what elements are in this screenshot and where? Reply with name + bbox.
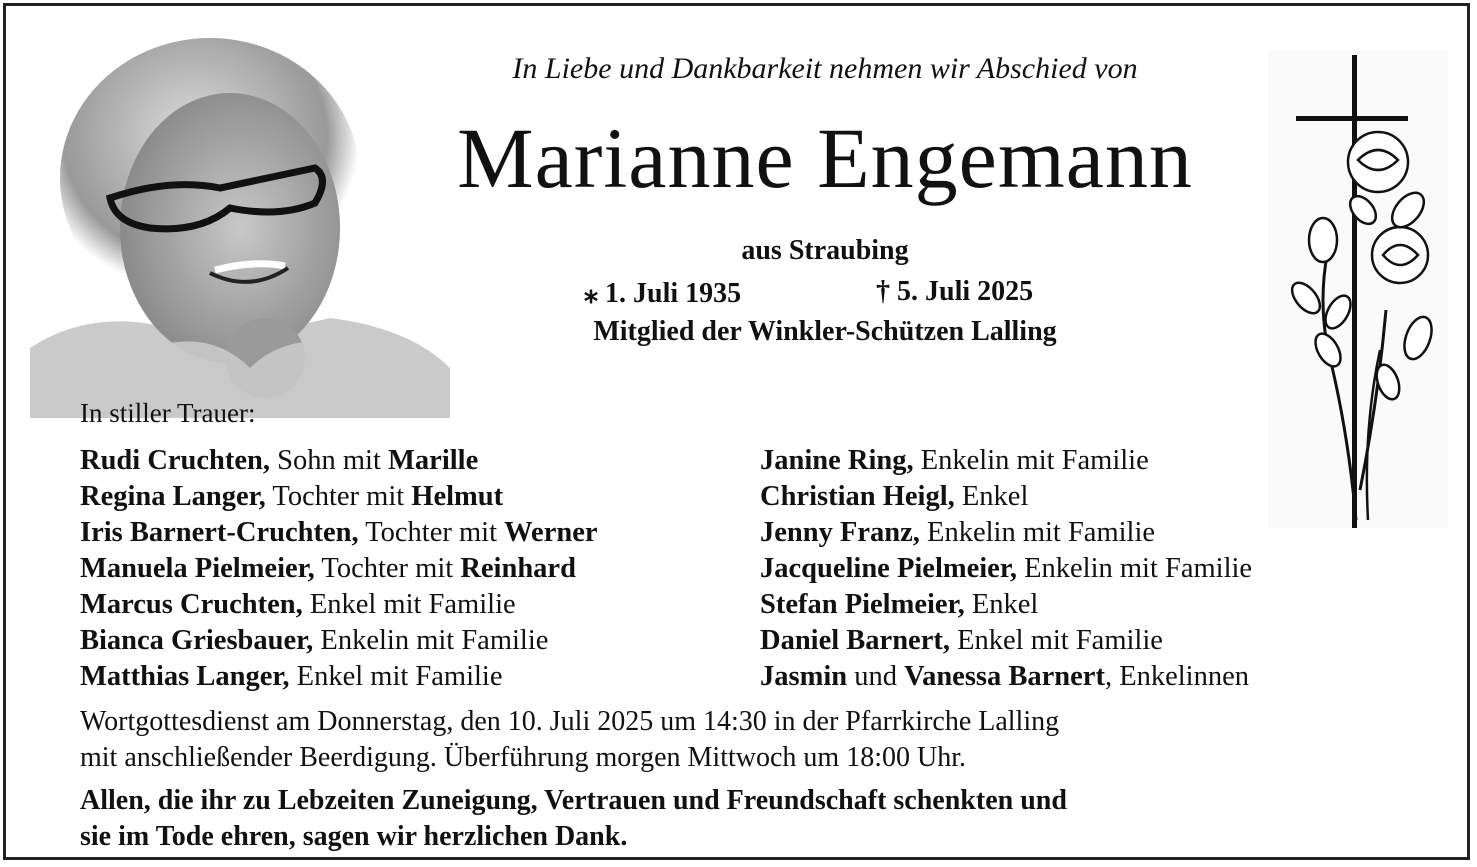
mourner-entry: Marcus Cruchten, Enkel mit Familie (80, 589, 516, 620)
death-date: † 5. Juli 2025 (876, 276, 1034, 307)
mourner-entry: Stefan Pielmeier, Enkel (760, 589, 1039, 620)
service-info (80, 704, 1059, 776)
life-dates (560, 276, 1090, 310)
mourner-entry: Jacqueline Pielmeier, Enkelin mit Familie (760, 553, 1253, 584)
mourner-entry: Bianca Griesbauer, Enkelin mit Familie (80, 625, 549, 656)
mourner-entry: Jenny Franz, Enkelin mit Familie (760, 517, 1156, 548)
mourner-entry: Rudi Cruchten, Sohn mit Marille (80, 445, 479, 476)
mourners-list-right (760, 443, 1252, 695)
thanks-line: Allen, die ihr zu Lebzeiten Zuneigung, Vertrauen und Freundschaft schenkten und (80, 785, 1067, 816)
intro-line: In Liebe und Dankbarkeit nehmen wir Abschied von (512, 52, 1138, 85)
portrait-photo (30, 28, 450, 418)
mourner-entry: Christian Heigl, Enkel (760, 481, 1029, 512)
mourners-list-left (80, 443, 598, 695)
service-line: Wortgottesdienst am Donnerstag, den 10. Juli 2025 um 14:30 in der Pfarrkirche Lalling (80, 706, 1060, 737)
mourner-entry: Regina Langer, Tochter mit Helmut (80, 481, 504, 512)
service-line: mit anschließender Beerdigung. Überführung morgen Mittwoch um 18:00 Uhr. (80, 742, 966, 773)
thanks-line: sie im Tode ehren, sagen wir herzlichen Dank. (80, 821, 628, 852)
membership-line: Mitglied der Winkler-Schützen Lalling (593, 316, 1057, 347)
mourner-entry: Daniel Barnert, Enkel mit Familie (760, 625, 1163, 656)
mourner-entry: Jasmin und Vanessa Barnert, Enkelinnen (760, 661, 1249, 692)
mourners-label: In stiller Trauer: (80, 398, 256, 428)
mourner-entry: Manuela Pielmeier, Tochter mit Reinhard (80, 553, 576, 584)
thanks-message (80, 783, 1067, 855)
mourner-entry: Iris Barnert-Cruchten, Tochter mit Werner (80, 517, 598, 548)
cross-roses-icon (1268, 50, 1448, 528)
birth-date: ⁎ 1. Juli 1935 (584, 278, 742, 309)
deceased-name: Marianne Engemann (457, 110, 1193, 206)
mourner-entry: Matthias Langer, Enkel mit Familie (80, 661, 503, 692)
origin-line: aus Straubing (741, 235, 909, 266)
mourner-entry: Janine Ring, Enkelin mit Familie (760, 445, 1149, 476)
